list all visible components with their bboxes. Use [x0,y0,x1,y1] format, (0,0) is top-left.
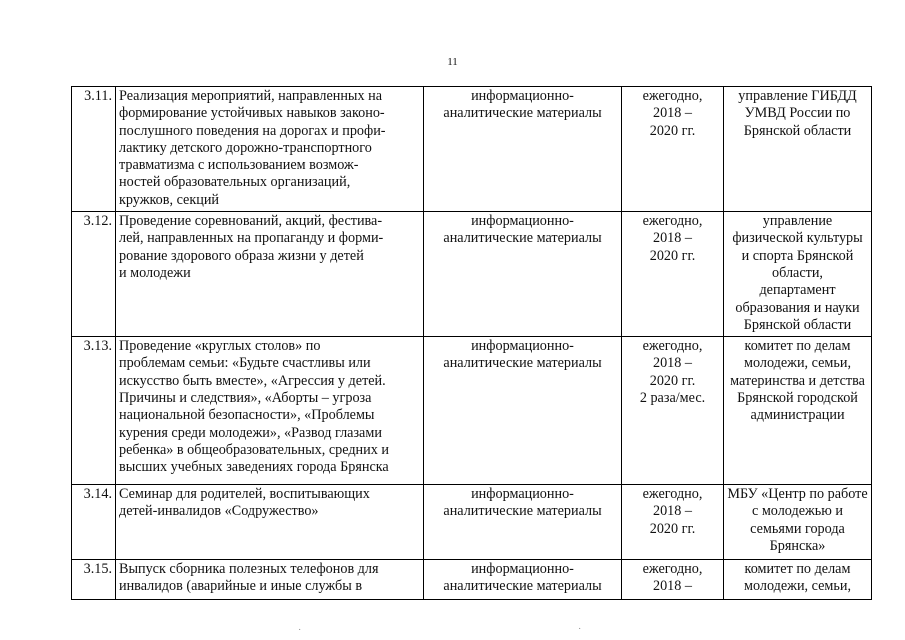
activity-cell-line: инвалидов (аварийные и иные службы в [119,578,363,595]
period-cell-line: ежегодно, [642,486,703,503]
responsible-cell-line: комитет по делам [744,561,851,578]
activities-table [71,86,872,600]
activity-cell-line: искусство быть вместе», «Агрессия у детей. [119,372,386,389]
responsible-cell-line: администрации [750,407,845,424]
activity-cell-line: курения среди молодежи», «Развод глазами [119,424,382,441]
activity-cell-line: национальной безопасности», «Проблемы [119,407,375,424]
activity-cell [116,485,424,560]
period-cell-line: 2020 гг. [649,247,696,264]
responsible-cell-line: МБУ «Центр по работе [727,486,868,503]
period-cell-line: 2020 гг. [649,520,696,537]
period-cell [622,212,724,337]
table-row [72,560,872,600]
responsible-cell-line: комитет по делам [744,338,851,355]
activity-cell-line: ностей образовательных организаций, [119,174,351,191]
responsible-cell-line: молодежи, семьи, [743,355,851,372]
form-cell [424,212,622,337]
responsible-cell-line: материнства и детства [730,372,865,389]
activity-cell-line: Семинар для родителей, воспитывающих [119,486,370,503]
form-cell-line: информационно- [471,338,574,355]
table-row [72,212,872,337]
activity-cell-line: проблемам семьи: «Будьте счастливы или [119,355,371,372]
form-cell-line: информационно- [471,88,574,104]
activity-cell-line: высших учебных заведениях города Брянска [119,459,389,476]
form-cell-line: информационно- [471,213,574,230]
form-cell-line: аналитические материалы [443,503,602,520]
table-row [72,337,872,485]
period-cell-line: ежегодно, [642,338,703,355]
period-cell-line: 2018 – [652,105,692,122]
activity-cell-line: ребенка» в общеобразовательных, средних и [119,441,389,458]
form-cell-line: информационно- [471,486,574,503]
period-cell [622,337,724,485]
activity-cell-line: Проведение «круглых столов» по [119,338,321,355]
page-number: 11 [447,56,458,68]
form-cell-line: аналитические материалы [443,105,602,122]
scan-artifact: ˙ [298,628,302,639]
responsible-cell-line: с молодежью и [751,503,844,520]
period-cell-line: 2020 гг. [649,372,696,389]
responsible-cell [724,560,872,600]
form-cell-line: аналитические материалы [443,578,602,595]
period-cell [622,560,724,600]
activity-cell-line: лей, направленных на пропаганду и форми- [119,230,384,247]
form-cell [424,560,622,600]
responsible-cell-line: физической культуры [732,230,863,247]
period-cell-line: 2020 гг. [649,122,696,139]
form-cell-line: аналитические материалы [443,230,602,247]
activity-cell-line: Выпуск сборника полезных телефонов для [119,561,379,578]
item-number: 3.13. [72,337,116,485]
responsible-cell-line: управление ГИБДД [738,88,857,104]
period-cell-line: 2018 – [652,503,692,520]
item-number: 3.14. [72,485,116,560]
form-cell [424,485,622,560]
form-cell [424,87,622,212]
period-cell [622,485,724,560]
responsible-cell-line: УМВД России по [744,105,851,122]
table-row [72,87,872,212]
activity-cell-line: детей-инвалидов «Содружество» [119,503,319,520]
activity-cell-line: рование здорового образа жизни у детей [119,247,364,264]
responsible-cell-line: департамент [759,282,836,299]
responsible-cell [724,87,872,212]
responsible-cell-line: молодежи, семьи, [743,578,851,595]
period-cell-line: 2018 – [652,578,692,595]
table-row [72,485,872,560]
period-cell-line: ежегодно, [642,88,703,104]
activity-cell-line: травматизма с использованием возмож- [119,157,359,174]
responsible-cell-line: управление [762,213,833,230]
responsible-cell-line: области, [772,264,823,281]
activity-cell-line: Реализация мероприятий, направленных на [119,88,382,104]
period-cell-line: ежегодно, [642,561,703,578]
responsible-cell-line: Брянска» [769,538,826,555]
form-cell-line: информационно- [471,561,574,578]
responsible-cell-line: образования и науки [735,299,860,316]
activity-cell-line: Проведение соревнований, акций, фестива- [119,213,383,230]
item-number: 3.15. [72,560,116,600]
activity-cell [116,337,424,485]
period-cell-line: 2018 – [652,230,692,247]
scan-artifact: ˙ [578,627,582,638]
activity-cell [116,560,424,600]
form-cell-line: аналитические материалы [443,355,602,372]
activity-cell [116,87,424,212]
period-cell-line: ежегодно, [642,213,703,230]
responsible-cell-line: Брянской городской [737,390,858,407]
activity-cell [116,212,424,337]
responsible-cell [724,212,872,337]
activity-cell-line: послушного поведения на дорогах и профи- [119,122,386,139]
activity-cell-line: и молодежи [119,264,191,281]
period-cell-line: 2 раза/мес. [639,390,706,407]
responsible-cell-line: и спорта Брянской [741,247,854,264]
responsible-cell [724,337,872,485]
activity-cell-line: лактику детского дорожно-транспортного [119,139,372,156]
item-number: 3.11. [72,87,116,212]
responsible-cell-line: Брянской области [743,316,852,333]
responsible-cell-line: Брянской области [743,122,852,139]
activity-cell-line: кружков, секций [119,191,220,208]
item-number: 3.12. [72,212,116,337]
responsible-cell-line: семьями города [750,520,845,537]
period-cell-line: 2018 – [652,355,692,372]
period-cell [622,87,724,212]
responsible-cell [724,485,872,560]
activity-cell-line: формирование устойчивых навыков законо- [119,105,385,122]
form-cell [424,337,622,485]
activity-cell-line: Причины и следствия», «Аборты – угроза [119,390,372,407]
